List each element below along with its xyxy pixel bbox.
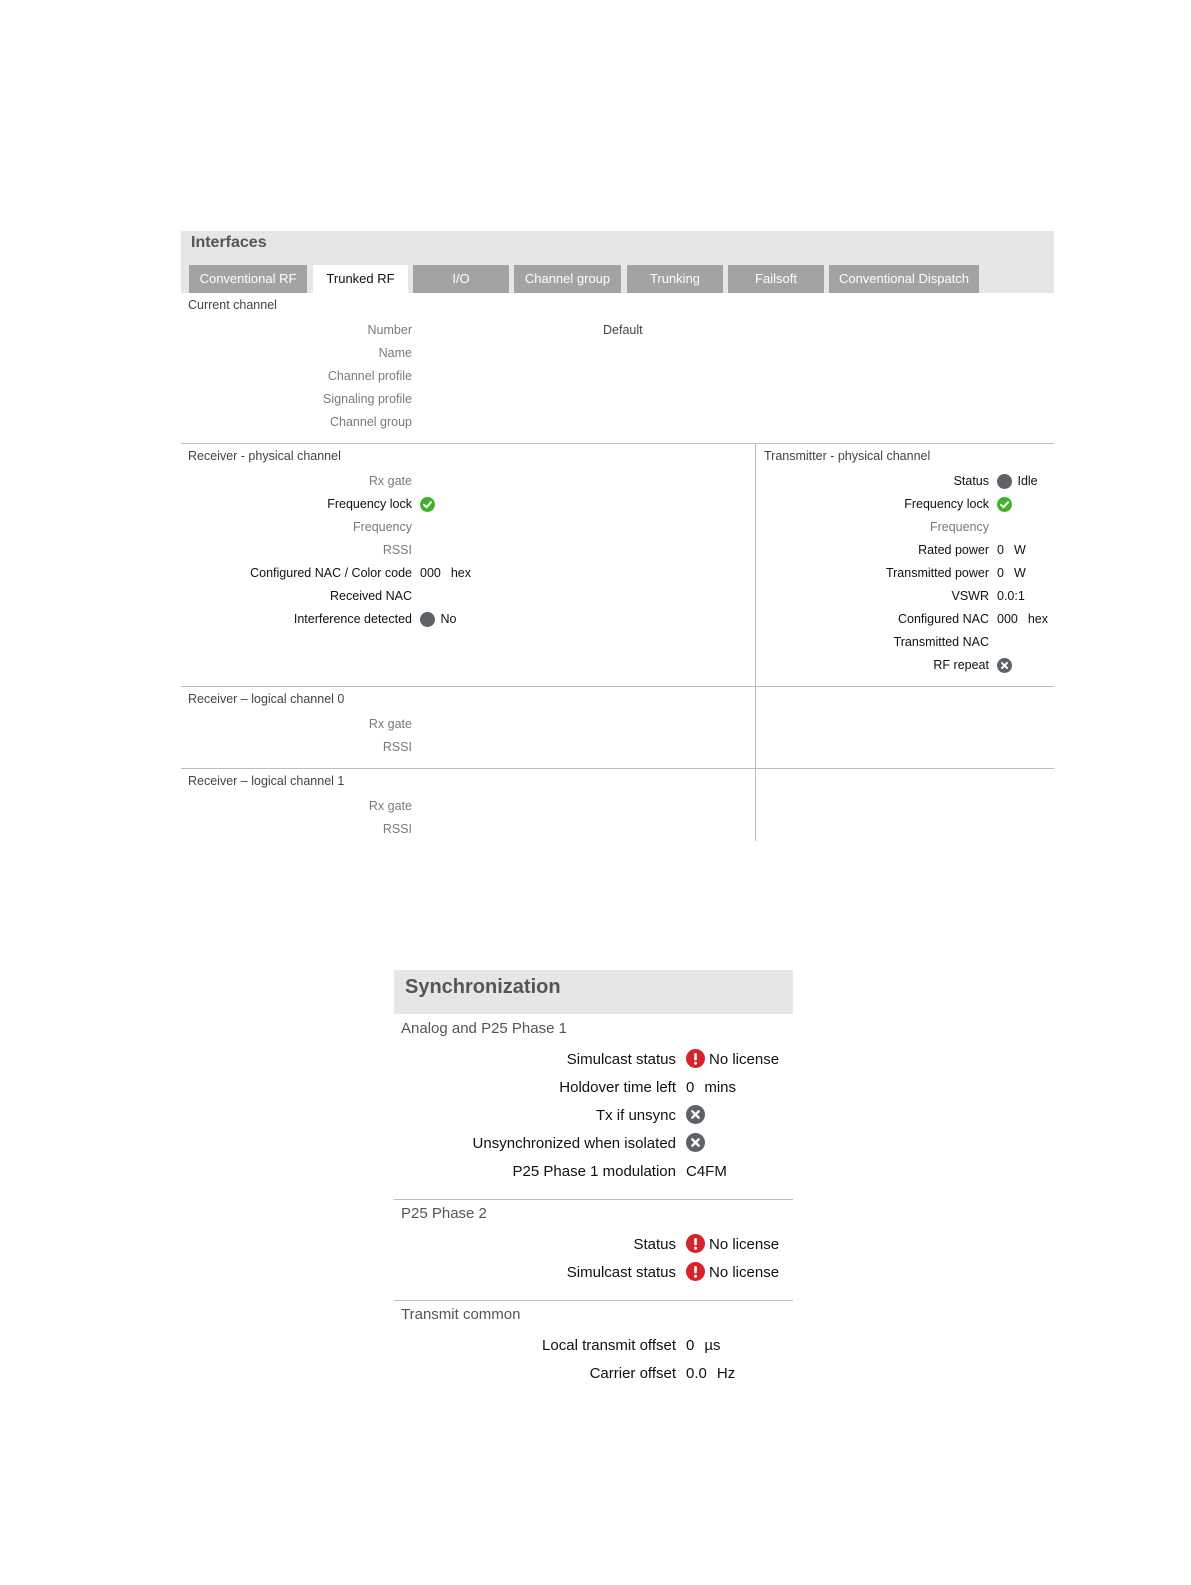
tx-frequency-lock-row [755, 494, 989, 514]
number-row [181, 320, 412, 340]
tx-status-row [755, 471, 989, 491]
p2-status-label: Status [633, 1236, 676, 1253]
tx-rated-power-label: Rated power [918, 543, 989, 557]
exclamation-circle-icon [686, 1234, 705, 1253]
holdover-value [686, 1076, 736, 1100]
channel-profile-row [181, 366, 412, 386]
local-offset-unit: µs [704, 1337, 721, 1354]
tx-rated-power-row [755, 540, 989, 560]
holdover-label: Holdover time left [559, 1079, 676, 1096]
rx-received-nac-row [181, 586, 412, 606]
carrier-offset-value [686, 1362, 735, 1386]
tab-channel-group[interactable]: Channel group [514, 265, 621, 293]
receiver-logical-1-title: Receiver – logical channel 1 [188, 774, 345, 788]
logical-0-rssi-label: RSSI [382, 740, 412, 754]
interfaces-header [181, 231, 1054, 293]
divider [394, 1199, 793, 1200]
tx-configured-nac-row [755, 609, 989, 629]
holdover-row [394, 1076, 676, 1100]
channel-group-row [181, 412, 412, 432]
p1-modulation-value: C4FM [686, 1163, 727, 1180]
tx-rated-power-value [997, 540, 1026, 560]
logical-1-rx-gate-row [181, 796, 412, 816]
rx-rssi-row [181, 540, 412, 560]
rx-interference-value [420, 609, 456, 629]
p1-simulcast-status-text: No license [709, 1051, 780, 1068]
tx-frequency-row [755, 517, 989, 537]
tx-status-value [997, 471, 1038, 491]
interfaces-panel [181, 231, 1054, 841]
x-circle-icon [686, 1133, 705, 1152]
signaling-profile-label: Signaling profile [323, 392, 412, 406]
divider [394, 1300, 793, 1301]
rx-frequency-row [181, 517, 412, 537]
rx-interference-text: No [440, 612, 457, 626]
unsync-isolated-value [686, 1132, 709, 1156]
logical-0-rx-gate-row [181, 714, 412, 734]
p2-simulcast-status-label: Simulcast status [566, 1264, 676, 1281]
tx-rated-power-unit: W [1013, 543, 1026, 557]
channel-profile-label: Channel profile [327, 369, 412, 383]
tx-if-unsync-row [394, 1104, 676, 1128]
tx-vswr-label: VSWR [951, 589, 989, 603]
tab-conventional-rf[interactable]: Conventional RF [189, 265, 307, 293]
p2-simulcast-status-row [394, 1261, 676, 1285]
rx-frequency-label: Frequency [352, 520, 412, 534]
tab-conventional-dispatch[interactable]: Conventional Dispatch [829, 265, 979, 293]
logical-0-rssi-row [181, 737, 412, 757]
rx-frequency-lock-row [181, 494, 412, 514]
tx-vswr-row [755, 586, 989, 606]
p1-modulation-row [394, 1160, 676, 1184]
tx-transmitted-power-label: Transmitted power [885, 566, 989, 580]
tx-configured-nac-unit: hex [1027, 612, 1049, 626]
tx-transmitted-power-row [755, 563, 989, 583]
tx-transmitted-power-number: 0 [997, 566, 1004, 580]
tab-failsoft[interactable]: Failsoft [728, 265, 824, 293]
divider [181, 443, 1054, 444]
carrier-offset-unit: Hz [716, 1365, 736, 1382]
receiver-physical-title: Receiver - physical channel [188, 449, 341, 463]
p1-modulation-label: P25 Phase 1 modulation [512, 1163, 676, 1180]
tx-transmitted-power-unit: W [1013, 566, 1026, 580]
rx-configured-nac-label: Configured NAC / Color code [250, 566, 412, 580]
tx-status-label: Status [953, 474, 989, 488]
tab-trunking[interactable]: Trunking [627, 265, 723, 293]
logical-0-rx-gate-label: Rx gate [368, 717, 412, 731]
rx-configured-nac-number: 000 [420, 566, 441, 580]
grey-dot-icon [997, 474, 1012, 489]
transmitter-physical-title: Transmitter - physical channel [764, 449, 931, 463]
rx-configured-nac-unit: hex [450, 566, 472, 580]
analog-p25-phase1-title: Analog and P25 Phase 1 [401, 1020, 567, 1037]
rx-rssi-label: RSSI [382, 543, 412, 557]
p1-simulcast-status-label: Simulcast status [566, 1051, 676, 1068]
tx-transmitted-nac-label: Transmitted NAC [893, 635, 989, 649]
p2-simulcast-status-text: No license [709, 1264, 780, 1281]
tx-vswr-value: 0.0:1 [997, 589, 1025, 603]
number-label: Number [367, 323, 412, 337]
carrier-offset-number: 0.0 [686, 1365, 707, 1382]
current-channel-title: Current channel [188, 298, 277, 312]
number-value: Default [603, 323, 643, 337]
divider [181, 686, 1054, 687]
local-offset-number: 0 [686, 1337, 695, 1354]
p1-simulcast-status-row [394, 1048, 676, 1072]
local-offset-row [394, 1334, 676, 1358]
tx-configured-nac-number: 000 [997, 612, 1018, 626]
rx-interference-row [181, 609, 412, 629]
rx-frequency-lock-value [420, 494, 435, 514]
receiver-logical-0-title: Receiver – logical channel 0 [188, 692, 345, 706]
synchronization-panel [394, 970, 793, 1400]
rx-gate-row [181, 471, 412, 491]
exclamation-circle-icon [686, 1262, 705, 1281]
tx-rated-power-number: 0 [997, 543, 1004, 557]
holdover-number: 0 [686, 1079, 695, 1096]
p2-status-value [686, 1233, 779, 1257]
rx-received-nac-label: Received NAC [330, 589, 412, 603]
tx-frequency-lock-label: Frequency lock [904, 497, 989, 511]
logical-1-rssi-row [181, 819, 412, 839]
rx-configured-nac-value [420, 563, 471, 583]
tx-status-text: Idle [1017, 474, 1038, 488]
carrier-offset-label: Carrier offset [589, 1365, 676, 1382]
check-circle-icon [420, 497, 435, 512]
carrier-offset-row [394, 1362, 676, 1386]
tx-configured-nac-value [997, 609, 1048, 629]
unsync-isolated-row [394, 1132, 676, 1156]
x-circle-icon [686, 1105, 705, 1124]
tx-rf-repeat-label: RF repeat [933, 658, 989, 672]
rx-interference-label: Interference detected [293, 612, 412, 626]
divider [181, 768, 1054, 769]
logical-1-rssi-label: RSSI [382, 822, 412, 836]
p2-status-text: No license [709, 1236, 780, 1253]
tx-rf-repeat-value [997, 655, 1012, 675]
tx-rf-repeat-row [755, 655, 989, 675]
rx-frequency-lock-label: Frequency lock [327, 497, 412, 511]
x-circle-icon [997, 658, 1012, 673]
name-label: Name [378, 346, 412, 360]
local-offset-value [686, 1334, 721, 1358]
p25-phase2-title: P25 Phase 2 [401, 1205, 487, 1222]
tx-configured-nac-label: Configured NAC [897, 612, 989, 626]
synchronization-title: Synchronization [405, 976, 561, 998]
name-row [181, 343, 412, 363]
check-circle-icon [997, 497, 1012, 512]
logical-1-rx-gate-label: Rx gate [368, 799, 412, 813]
channel-group-label: Channel group [329, 415, 412, 429]
tab-io[interactable]: I/O [413, 265, 509, 293]
signaling-profile-row [181, 389, 412, 409]
tx-frequency-label: Frequency [929, 520, 989, 534]
p2-status-row [394, 1233, 676, 1257]
tx-frequency-lock-value [997, 494, 1012, 514]
p2-simulcast-status-value [686, 1261, 779, 1285]
tx-if-unsync-value [686, 1104, 709, 1128]
rx-gate-label: Rx gate [368, 474, 412, 488]
tx-if-unsync-label: Tx if unsync [595, 1107, 676, 1124]
local-offset-label: Local transmit offset [542, 1337, 676, 1354]
holdover-unit: mins [704, 1079, 737, 1096]
tab-trunked-rf[interactable]: Trunked RF [313, 265, 408, 293]
tx-transmitted-nac-row [755, 632, 989, 652]
rx-configured-nac-row [181, 563, 412, 583]
transmit-common-title: Transmit common [401, 1306, 521, 1323]
grey-dot-icon [420, 612, 435, 627]
interfaces-title: Interfaces [191, 234, 267, 251]
tx-transmitted-power-value [997, 563, 1026, 583]
p1-simulcast-status-value [686, 1048, 779, 1072]
synchronization-header [394, 970, 793, 1014]
exclamation-circle-icon [686, 1049, 705, 1068]
unsync-isolated-label: Unsynchronized when isolated [472, 1135, 676, 1152]
